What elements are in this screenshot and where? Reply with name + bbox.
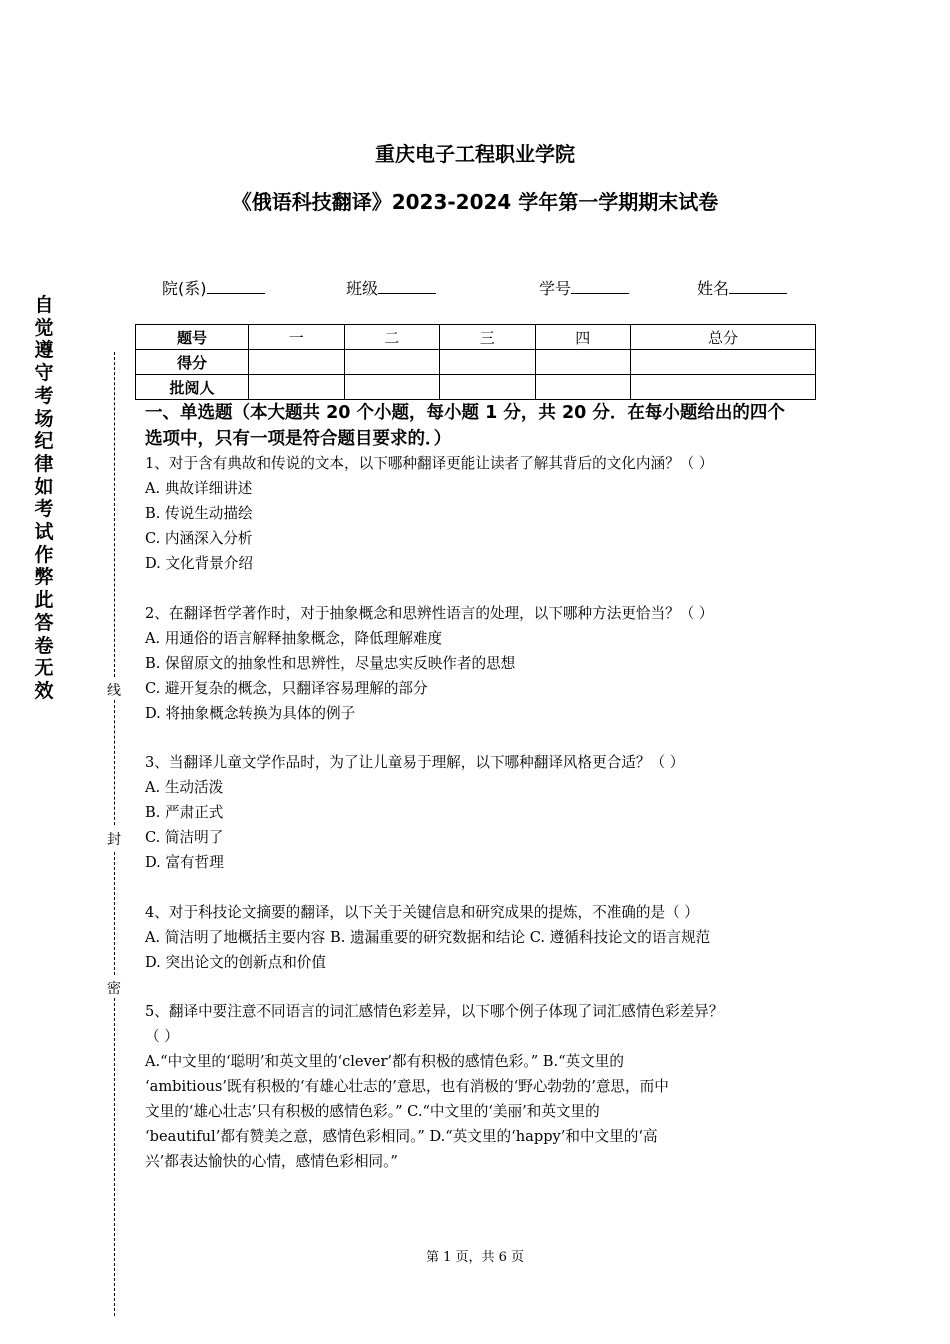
score-table-header: 二 [344,325,440,350]
score-cell[interactable] [535,350,631,375]
option-a[interactable]: A. 典故详细讲述 [145,480,253,497]
question-stem: 2、在翻译哲学著作时，对于抽象概念和思辨性语言的处理，以下哪种方法更恰当？（ ） [145,605,714,622]
page-footer: 第 1 页，共 6 页 [425,1250,525,1265]
side-notice-char: 纪 [34,430,54,453]
score-table-row [136,350,816,375]
seal-line-segment [114,352,115,677]
section-heading-line: 一、单选题（本大题共 20 个小题，每小题 1 分，共 20 分．在每小题给出的四个 [145,403,785,423]
seal-line-segment [114,998,115,1316]
side-notice-char: 如 [34,475,54,498]
field-department [162,276,265,299]
school-name: 重庆电子工程职业学院 [375,142,575,166]
score-table-header-row [136,325,816,350]
option-a[interactable]: A. 用通俗的语言解释抽象概念，降低理解难度 [145,630,443,647]
side-notice-char: 律 [34,452,54,475]
score-cell[interactable] [249,375,345,400]
score-row-label: 批阅人 [136,375,249,400]
field-department-label: 院(系) [162,279,207,298]
side-notice-char: 效 [34,679,54,702]
field-student-id-blank[interactable] [571,279,629,294]
question-2 [145,601,810,726]
option-d[interactable]: D. 突出论文的创新点和价值 [145,954,326,971]
side-notice-char: 答 [34,611,54,634]
question-4 [145,900,810,975]
side-notice-char: 觉 [34,316,54,339]
seal-char-line: 线 [107,683,121,699]
field-department-blank[interactable] [207,279,265,294]
field-class-label: 班级 [346,279,379,298]
options-line[interactable]: A. 简洁明了地概括主要内容 B. 遗漏重要的研究数据和结论 C. 遵循科技论文的语言规范 [145,929,711,946]
side-notice-char: 卷 [34,634,54,657]
option-b[interactable]: B. 传说生动描绘 [145,505,253,522]
options-text[interactable]: A.“中文里的‘聪明’和英文里的‘clever’都有积极的感情色彩。” B.“英文里的 [145,1053,624,1070]
options-text[interactable]: ‘ambitious’既有积极的‘有雄心壮志的’意思，也有消极的‘野心勃勃的’意思，而中 [145,1078,669,1095]
side-notice-char: 考 [34,384,54,407]
score-table-header: 三 [440,325,536,350]
side-notice [30,294,58,703]
section-heading [145,400,810,452]
section-heading-line: 选项中，只有一项是符合题目要求的．） [145,429,452,449]
seal-line-segment [114,852,115,975]
score-cell[interactable] [249,350,345,375]
option-c[interactable]: C. 避开复杂的概念，只翻译容易理解的部分 [145,680,428,697]
side-notice-char: 遵 [34,339,54,362]
field-name-label: 姓名 [697,279,730,298]
side-notice-char: 作 [34,543,54,566]
option-c[interactable]: C. 内涵深入分析 [145,530,253,547]
field-student-id-label: 学号 [539,279,572,298]
seal-char-secret: 密 [107,981,121,997]
field-class [346,276,436,299]
field-name [697,276,787,299]
score-row-label: 得分 [136,350,249,375]
question-stem: 4、对于科技论文摘要的翻译，以下关于关键信息和研究成果的提炼，不准确的是（ ） [145,904,699,921]
question-1 [145,451,810,576]
field-class-blank[interactable] [378,279,436,294]
option-a[interactable]: A. 生动活泼 [145,779,224,796]
question-5 [145,999,810,1174]
options-text[interactable]: ‘beautiful’都有赞美之意，感情色彩相同。” D.“英文里的‘happy’和中文里的‘高 [145,1128,658,1145]
seal-char-seal: 封 [107,832,121,848]
option-d[interactable]: D. 将抽象概念转换为具体的例子 [145,705,356,722]
question-3 [145,750,810,875]
score-cell[interactable] [440,350,536,375]
score-cell[interactable] [631,375,816,400]
exam-title: 《俄语科技翻译》2023-2024 学年第一学期期末试卷 [231,190,719,214]
score-table-header: 四 [535,325,631,350]
score-cell[interactable] [631,350,816,375]
side-notice-char: 无 [34,657,54,680]
option-b[interactable]: B. 严肃正式 [145,804,224,821]
score-cell[interactable] [440,375,536,400]
options-text[interactable]: 兴’都表达愉快的心情，感情色彩相同。” [145,1153,398,1170]
side-notice-char: 守 [34,362,54,385]
score-cell[interactable] [344,375,440,400]
side-notice-char: 此 [34,589,54,612]
options-text[interactable]: 文里的‘雄心壮志’只有积极的感情色彩。” C.“中文里的‘美丽’和英文里的 [145,1103,600,1120]
score-cell[interactable] [535,375,631,400]
score-table-header: 总分 [631,325,816,350]
side-notice-char: 弊 [34,566,54,589]
question-stem: 5、翻译中要注意不同语言的词汇感情色彩差异，以下哪个例子体现了词汇感情色彩差异？ [145,1003,724,1020]
score-table-header: 一 [249,325,345,350]
seal-line-segment [114,700,115,825]
side-notice-char: 场 [34,407,54,430]
side-notice-char: 自 [34,294,54,316]
option-b[interactable]: B. 保留原文的抽象性和思辨性，尽量忠实反映作者的思想 [145,655,516,672]
score-table-header: 题号 [136,325,249,350]
score-table [135,324,816,400]
option-c[interactable]: C. 简洁明了 [145,829,224,846]
score-cell[interactable] [344,350,440,375]
question-stem: （ ） [145,1028,179,1045]
question-stem: 3、当翻译儿童文学作品时，为了让儿童易于理解，以下哪种翻译风格更合适？（ ） [145,754,685,771]
field-student-id [539,276,629,299]
score-table-row [136,375,816,400]
side-notice-char: 考 [34,498,54,521]
option-d[interactable]: D. 富有哲理 [145,854,224,871]
field-name-blank[interactable] [729,279,787,294]
option-d[interactable]: D. 文化背景介绍 [145,555,254,572]
question-stem: 1、对于含有典故和传说的文本，以下哪种翻译更能让读者了解其背后的文化内涵？（ ） [145,455,714,472]
side-notice-char: 试 [34,521,54,544]
